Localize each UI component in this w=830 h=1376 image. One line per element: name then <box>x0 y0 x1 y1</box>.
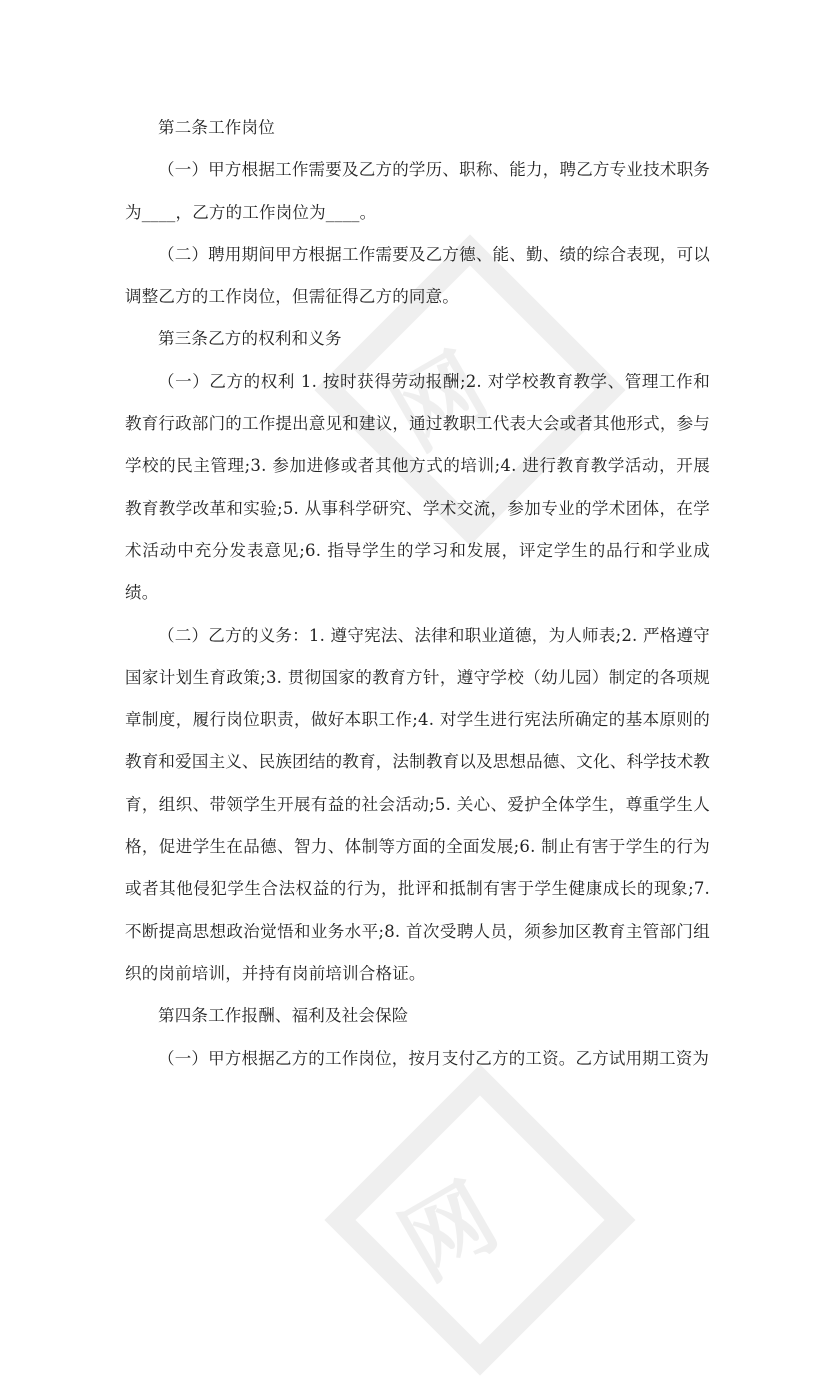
paragraph: （一）甲方根据工作需要及乙方的学历、职称、能力，聘乙方专业技术职务为____，乙方的工作岗位为____。 <box>125 160 710 222</box>
paragraph: （二）聘用期间甲方根据工作需要及乙方德、能、勤、绩的综合表现，可以调整乙方的工作岗位，但需征得乙方的同意。 <box>125 244 710 307</box>
section-heading-article-4: 第四条工作报酬、福利及社会保险 <box>158 1006 409 1026</box>
section-heading-article-2: 第二条工作岗位 <box>158 118 275 137</box>
paragraph: （一）甲方根据乙方的工作岗位，按月支付乙方的工资。乙方试用期工资为 <box>158 1048 710 1068</box>
paragraph: （一）乙方的权利 1. 按时获得劳动报酬;2. 对学校教育教学、管理工作和教育行政部门的工作提出意见和建议，通过教职工代表大会或者其他形式，参与学校的民主管理;3. 参加进修或者其他方式的培训;4. 进行教育教学活动，开展教育教学改革和实验;5. 从事科学研究、学术交流，参加专业的学术团体，在学术活动中充分发表意见;6. 指导学生的学习和发展，评定学生的品行和学业成绩。 <box>125 371 710 603</box>
paragraph: （二）乙方的义务：1. 遵守宪法、法律和职业道德，为人师表;2. 严格遵守国家计划生育政策;3. 贯彻国家的教育方针，遵守学校（幼儿园）制定的各项规章制度，履行岗位职责，做好本职工作;4. 对学生进行宪法所确定的基本原则的教育和爱国主义、民族团结的教育，法制教育以及思想品德、文化、科学技术教育，组织、带领学生开展有益的社会活动;5. 关心、爱护全体学生，尊重学生人格，促进学生在品德、智力、体制等方面的全面发展;6. 制止有害于学生的行为或者其他侵犯学生合法权益的行为，批评和抵制有害于学生健康成长的现象;7. 不断提高思想政治觉悟和业务水平;8. 首次受聘人员，须参加区教育主管部门组织的岗前培训，并持有岗前培训合格证。 <box>125 625 710 983</box>
section-heading-article-3: 第三条乙方的权利和义务 <box>158 329 342 349</box>
document-page <box>125 107 710 1080</box>
